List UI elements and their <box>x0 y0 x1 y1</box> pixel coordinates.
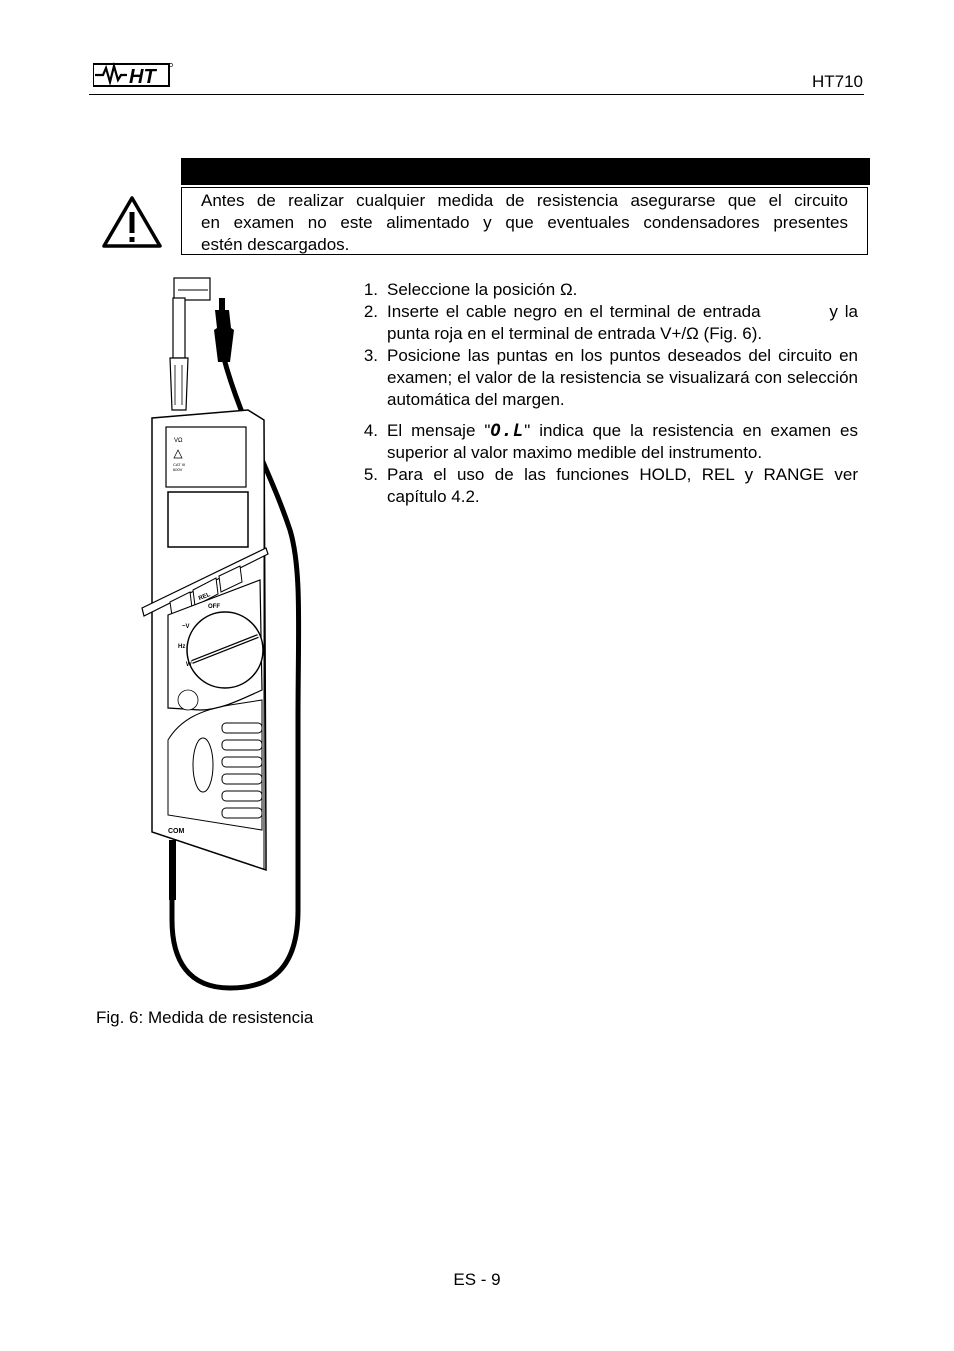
black-lead-sleeve <box>169 840 176 900</box>
figure-caption: Fig. 6: Medida de resistencia <box>96 1008 314 1027</box>
off-label: OFF <box>208 604 220 610</box>
step-text-before: El mensaje " <box>387 421 491 440</box>
step-text <box>387 420 858 464</box>
page-number: ES - 9 <box>453 1270 501 1289</box>
step-text: Inserte el cable negro en el terminal de entrada y la punta roja en el terminal de entrada V+/Ω (Fig. 6). <box>387 302 863 343</box>
ht-logo <box>93 60 173 88</box>
red-probe <box>173 298 185 358</box>
ce-mark <box>178 690 198 710</box>
rel-label: REL <box>197 592 212 603</box>
model-number: HT710 <box>811 72 863 91</box>
warning-icon <box>101 195 163 249</box>
list-item <box>356 301 863 345</box>
header-divider <box>89 94 864 95</box>
warning-box <box>181 187 868 255</box>
list-item <box>356 420 858 464</box>
warning-line: Antes de realizar cualquier medida de resistencia asegurarse que el circuito <box>201 191 848 210</box>
step-text: Para el uso de las funciones HOLD, REL y RANGE ver capítulo 4.2. <box>387 465 858 506</box>
step-number: 4. <box>363 421 378 440</box>
section-title-bar <box>181 158 870 185</box>
lcd-overload-text: O.L <box>490 421 525 441</box>
step-text-after: " indica que la resistencia en examen es superior al valor maximo medible del instrumento. <box>387 421 858 462</box>
step-text: Seleccione la posición Ω. <box>387 280 578 299</box>
step-number: 3. <box>363 346 378 365</box>
grip-oval <box>193 738 213 792</box>
multimeter-illustration <box>130 270 320 995</box>
hz-label: Hz <box>178 644 186 650</box>
black-probe-tip <box>214 310 234 362</box>
warning-line: estén descargados. <box>201 235 350 254</box>
step-number: 1. <box>363 280 378 299</box>
svg-text:HT: HT <box>129 66 156 88</box>
list-item <box>356 279 858 301</box>
list-item <box>356 464 858 508</box>
probe-cap <box>174 278 210 300</box>
v-label: ~V <box>182 624 190 630</box>
svg-text:CAT III: CAT III <box>173 462 186 467</box>
step-number: 5. <box>363 465 378 484</box>
lcd-display <box>168 492 248 547</box>
step-number: 2. <box>363 302 378 321</box>
warning-line: en examen no este alimentado y que eventuales condensadores presentes <box>201 213 848 232</box>
com-label: COM <box>168 828 185 835</box>
svg-text:600V: 600V <box>173 467 183 472</box>
svg-text:VΩ: VΩ <box>174 438 183 444</box>
list-item <box>356 345 858 411</box>
instruction-list <box>356 279 863 508</box>
svg-text:W: W <box>186 662 192 668</box>
sensor-window <box>166 427 246 487</box>
step-text: Posicione las puntas en los puntos deseados del circuito en examen; el valor de la resistencia se visualizará con selección automática del margen. <box>387 346 858 409</box>
